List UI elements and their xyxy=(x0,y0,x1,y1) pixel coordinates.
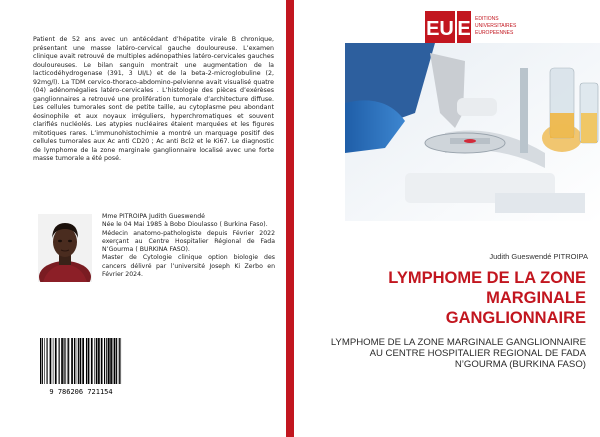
bio-career: Médecin anatomo-pathologiste depuis Février 2022 exerçant au Centre Hospitalier Régional de Fada N’Gourma ( BURKINA FASO). xyxy=(102,229,275,254)
cover-photo-laboratory xyxy=(345,43,600,221)
bio-name: Mme PITROIPA Judith Gueswendé xyxy=(102,213,205,220)
publisher-line-3: EUROPEENNES xyxy=(475,30,514,36)
book-title xyxy=(326,268,586,328)
svg-text:E: E xyxy=(457,18,471,40)
book-subtitle: LYMPHOME DE LA ZONE MARGINALE GANGLIONNAIRE AU CENTRE HOSPITALIER REGIONAL DE FADA N’GOURMA (BURKINA FASO) xyxy=(330,337,586,370)
title-line-2: MARGINALE xyxy=(486,289,586,307)
back-cover xyxy=(0,0,286,437)
bio-birth: Née le 04 Mai 1985 à Bobo Dioulasso ( Burkina Faso). xyxy=(102,221,268,229)
front-author-name: Judith Gueswendé PITROIPA xyxy=(489,252,588,261)
isbn-barcode xyxy=(36,336,126,398)
title-line-3: GANGLIONNAIRE xyxy=(445,309,586,327)
svg-text:EU: EU xyxy=(426,18,454,40)
author-photo xyxy=(38,214,92,282)
author-bio xyxy=(102,213,275,279)
publisher-line-1: EDITIONS xyxy=(475,16,499,22)
spine xyxy=(286,0,294,437)
bio-education: Master de Cytologie clinique option biologie des cancers délivré par l’université Joseph Ki Zerbo en Février 2024. xyxy=(102,254,275,279)
title-line-1: LYMPHOME DE LA ZONE xyxy=(388,269,586,287)
publisher-line-2: UNIVERSITAIRES xyxy=(475,23,517,29)
isbn-digits: 9 786206 721154 xyxy=(49,388,113,396)
publisher-logo xyxy=(425,9,535,47)
abstract-text: Patient de 52 ans avec un antécédant d’hépatite virale B chronique, présentant une masse latéro-cervical gauche douloureuse. L’examen clinique avait retrouvé de multiples adénopathies latéro-cervicales gauches douloureuses. Le bilan sanguin montrait une augmentation de la lacticodéhydrogenase (391, 3 UI/L) et de la beta-2-microglobuline (2, 92mg/l). La TDM cervico-thoraco-abdomino-pelvienne avait visualisé quatre (04) adénomégalies latéro-cervicales . L’histologie des pièces d’exérèses ganglionnaires a retrouvé une prolifération tumorale d’architecture diffuse. Les cellules tumorales sont de petite taille, au cytoplasme peu abondant éosinophile et aux noyaux irréguliers, hyperchromatiques et souvent clarifiés nucléolés. Les atypies nucléaires étaient marquées et les figures mitotiques rares. L’immunohistochimie a montré un marquage positif des cellules tumorales aux Ac anti CD20 ; Ac anti Bcl2 et le Ki67. Le diagnostic de lymphome de la zone marginale ganglionnaire localisé avec une forte masse tumorale a été posé. xyxy=(33,36,274,162)
